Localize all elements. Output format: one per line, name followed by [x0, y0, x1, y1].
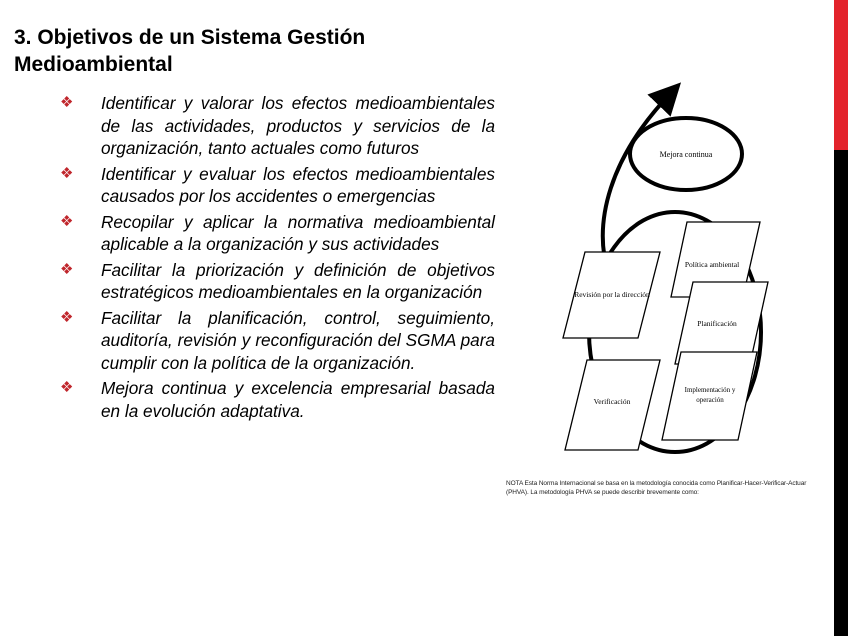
mejora-label: Mejora continua [659, 150, 713, 159]
list-item-text: Mejora continua y excelencia empresarial basada en la evolución adaptativa. [101, 378, 495, 421]
list-item [60, 377, 495, 422]
verificacion-label: Verificación [593, 397, 631, 406]
list-item-text: Facilitar la priorización y definición de objetivos estratégicos medioambientales en la organización [101, 259, 495, 302]
diamond-bullet-icon: ❖ [60, 379, 74, 396]
slide-title [14, 24, 534, 78]
diagram-note: NOTA Esta Norma Internacional se basa en la metodología conocida como Planificar-Hacer-Verificar-Actuar (PHVA). La metodología PHVA se puede describir brevemente como: [506, 480, 807, 496]
diamond-bullet-icon: ❖ [60, 260, 74, 278]
revision-label: Revisión por la dirección [574, 290, 650, 299]
list-item [60, 259, 495, 304]
slide-title-line2: Medioambiental [14, 53, 173, 76]
list-item [60, 92, 495, 160]
slide-title-line1: 3. Objetivos de un Sistema Gestión [14, 26, 366, 49]
list-item [60, 163, 495, 208]
list-item-text: Identificar y valorar los efectos medioambientales de las actividades, productos y servicios de la organización, tanto actuales como futuros [101, 93, 495, 158]
planificacion-label: Planificación [697, 319, 737, 328]
objectives-list [60, 92, 495, 425]
pdca-diagram [505, 82, 825, 502]
accent-bar-black [834, 150, 848, 636]
diamond-bullet-icon: ❖ [60, 308, 74, 326]
list-item [60, 307, 495, 375]
list-item-text: Identificar y evaluar los efectos medioambientales causados por los accidentes o emergencias [101, 163, 495, 206]
diamond-bullet-icon: ❖ [60, 164, 74, 182]
politica-label: Política ambiental [684, 260, 740, 269]
diamond-bullet-icon: ❖ [60, 94, 74, 111]
implementacion-label-1: Implementación y [684, 386, 736, 394]
list-item-text: Facilitar la planificación, control, seguimiento, auditoría, revisión y reconfiguración del SGMA para cumplir con la política de la organización. [101, 307, 495, 373]
diamond-bullet-icon: ❖ [60, 212, 74, 230]
accent-bar-red [834, 0, 848, 150]
list-item-text: Recopilar y aplicar la normativa medioambiental aplicable a la organización y sus actividades [101, 211, 495, 254]
implementacion-label-2: operación [696, 396, 724, 404]
list-item [60, 211, 495, 256]
